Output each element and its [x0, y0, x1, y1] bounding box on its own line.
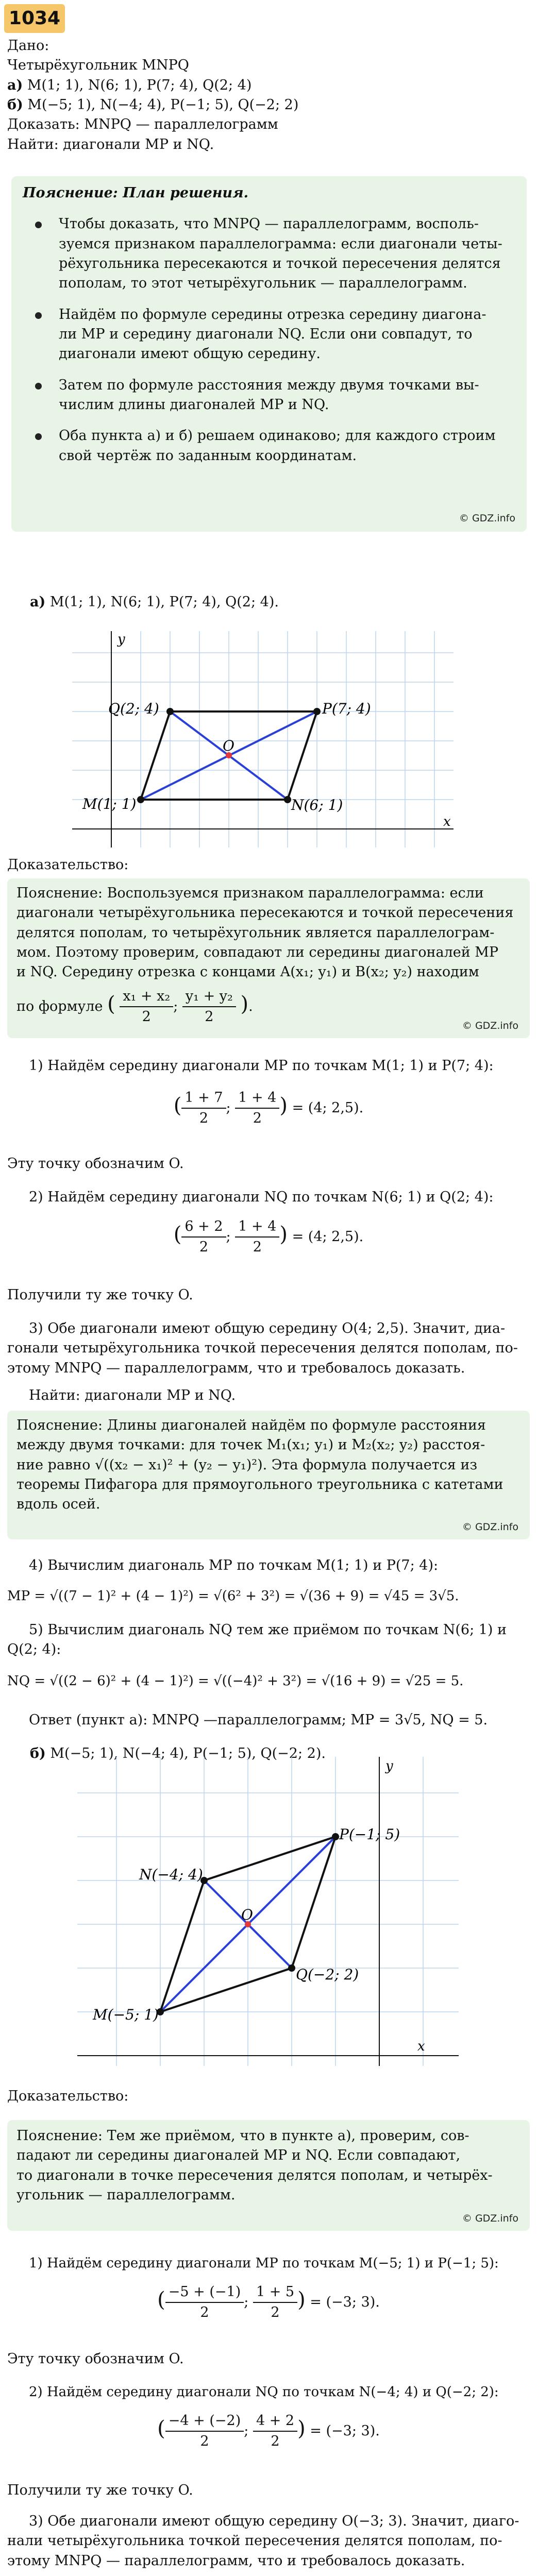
step-1-a-formula: ( $\frac{1 + 7}{2}$ ; $\frac{1 + 4}{2}$ ) = (4; 2,5). — [0, 1088, 537, 1129]
step-3-a: 3) Обе диагонали имеют общую середину O(4; 2,5). Значит, диа- гонали четырёхугольника точкой пересечения делятся пополам, по- этому MNPQ — параллелограмм, что и требовалось доказать. — [7, 1320, 518, 1376]
label-p-a: P(7; 4) — [322, 700, 371, 717]
point-m-a — [137, 796, 144, 803]
given-label: Дано: — [7, 38, 49, 54]
gdz-mark: © GDZ.info — [459, 513, 515, 524]
note-box-a-distance: Пояснение: Длины диагоналей найдём по формуле расстояния между двумя точками: для точек M₁(x₁; y₁) и M₂(x₂; y₂) расстоя- ние равно √((x₂ − x₁)² + (y₂ − y₁)²). Эта формула получается из теоремы Пифагора для прямоугольного треугольника с катетами вдоль осей. © GDZ.info — [7, 1411, 530, 1539]
plan-box — [11, 176, 527, 532]
plan-bullet-1: Чтобы доказать, что MNPQ — параллелограмм, восполь- зуемся признаком параллелограмма: если диагонали четы- рёхугольника пересекаются и точкой пересечения делятся пополам, то этот четырёхугольник — параллелограмм. — [23, 214, 515, 293]
step-1-b: 1) Найдём середину диагонали MP по точкам M(−5; 1) и P(−1; 5): — [29, 2256, 499, 2271]
given-case-b: б) M(−5; 1), N(−4; 4), P(−1; 5), Q(−2; 2) — [7, 96, 299, 113]
step-4-a: 4) Вычислим диагональ MP по точкам M(1; 1) и P(7; 4): — [29, 1557, 439, 1573]
graph-b-x-label: x — [417, 2039, 425, 2054]
step-3-b: 3) Обе диагонали имеют общую середину O(−3; 3). Значит, диаго- нали четырёхугольника точкой пересечения делятся пополам, по- этому MNPQ — параллелограмм, что и требовалось доказать. — [7, 2513, 519, 2569]
label-q-b: Q(−2; 2) — [296, 1966, 359, 1983]
point-p-b — [332, 1833, 339, 1840]
step-4-a-formula: MP = √((7 − 1)² + (4 − 1)²) = √(6² + 3²) = √(36 + 9) = √45 = 3√5. — [7, 1588, 459, 1604]
given-quadrilateral: Четырёхугольник MNPQ — [7, 57, 189, 74]
given-section — [7, 36, 537, 155]
same-point-a: Получили ту же точку O. — [7, 1287, 193, 1303]
step-2-a: 2) Найдём середину диагонали NQ по точкам N(6; 1) и Q(2; 4): — [29, 1189, 494, 1205]
label-m-b: M(−5; 1) — [93, 2006, 159, 2023]
step-2-b-formula: ( $\frac{-4 + (-2)}{2}$ ; $\frac{4 + 2}{2}$ ) = (−3; 3). — [0, 2411, 537, 2452]
part-b-heading: б) M(−5; 1), N(−4; 4), P(−1; 5), Q(−2; 2). — [30, 1745, 326, 1761]
graph-a-y-label: y — [118, 632, 125, 647]
prove-statement: Доказать: MNPQ — параллелограмм — [7, 116, 278, 133]
step-1-a: 1) Найдём середину диагонали MP по точкам M(1; 1) и P(7; 4): — [29, 1058, 494, 1074]
part-a-heading: а) M(1; 1), N(6; 1), P(7; 4), Q(2; 4). — [30, 594, 279, 610]
graph-part-b — [77, 1757, 459, 2066]
label-m-a: M(1; 1) — [82, 795, 137, 812]
denote-o-b: Эту точку обозначим O. — [7, 2351, 184, 2367]
note-a-line-1: Пояснение: Воспользуемся признаком параллелограмма: если — [16, 885, 484, 901]
point-n-a — [284, 796, 291, 803]
step-2-a-formula: ( $\frac{6 + 2}{2}$ ; $\frac{1 + 4}{2}$ ) = (4; 2,5). — [0, 1217, 537, 1258]
label-n-a: N(6; 1) — [291, 796, 343, 814]
label-q-a: Q(2; 4) — [108, 700, 159, 717]
graph-a-x-label: x — [443, 814, 451, 829]
step-5-a: 5) Вычислим диагональ NQ тем же приёмом по точкам N(6; 1) и Q(2; 4): — [7, 1622, 507, 1658]
point-q-a — [166, 708, 174, 715]
point-q-b — [288, 1964, 295, 1972]
plan-bullet-2: Найдём по формуле середины отрезка середину диагона- ли MP и середину диагонали NQ. Если они совпадут, то диагонали имеют общую середину. — [23, 305, 515, 364]
plan-title: Пояснение: План решения. — [23, 185, 249, 201]
answer-a: Ответ (пункт а): MNPQ —параллелограмм; MP = 3√5, NQ = 5. — [29, 1712, 488, 1728]
graph-b-y-label: y — [385, 1758, 393, 1774]
problem-number-badge: 1034 — [4, 4, 65, 33]
denote-o-a: Эту точку обозначим O. — [7, 1156, 184, 1172]
midpoint-formula: по формуле ( $\frac{\text{x₁ + x₂}}{2}$ ; $\frac{\text{y₁ + y₂}}{2}$ ). — [16, 987, 521, 1027]
label-o-b: O — [241, 1906, 253, 1923]
graph-part-a — [72, 631, 454, 848]
step-5-a-formula: NQ = √((2 − 6)² + (4 − 1)²) = √((−4)² + 3²) = √(16 + 9) = √25 = 5. — [7, 1673, 464, 1689]
label-p-b: P(−1; 5) — [339, 1826, 400, 1843]
label-o-a: O — [223, 737, 234, 754]
label-n-b: N(−4; 4) — [139, 1866, 203, 1883]
step-1-b-formula: ( $\frac{-5 + (-1)}{2}$ ; $\frac{1 + 5}{2}$ ) = (−3; 3). — [0, 2282, 537, 2323]
find-statement: Найти: диагонали MP и NQ. — [7, 136, 214, 152]
step-2-b: 2) Найдём середину диагонали NQ по точкам N(−4; 4) и Q(−2; 2): — [29, 2384, 499, 2400]
proof-label-a: Доказательство: — [7, 857, 129, 873]
same-point-b: Получили ту же точку O. — [7, 2482, 193, 2498]
point-p-a — [313, 708, 321, 715]
find-a: Найти: диагонали MP и NQ. — [29, 1387, 236, 1403]
note-box-b: Пояснение: Тем же приёмом, что в пункте а), проверим, сов- падают ли середины диагоналей MP и NQ. Если совпадают, то диагонали в точке пересечения делятся пополам, и четырёх- угольник — параллелограмм. © GDZ.info — [7, 2120, 530, 2231]
given-case-a: а) M(1; 1), N(6; 1), P(7; 4), Q(2; 4) — [7, 77, 252, 93]
plan-bullet-3: Затем по формуле расстояния между двумя точками вы- числим длины диагоналей MP и NQ. — [23, 376, 515, 415]
note-box-a-midpoint: Пояснение: Воспользуемся признаком параллелограмма: если диагонали четырёхугольника пересекаются и точкой пересечения делятся пополам, то четырёхугольник является параллелограм- мом. Поэтому проверим, совпадают ли середины диагоналей MP и NQ. Середину отрезка с концами A(x₁; y₁) и B(x₂; y₂) находим по формуле ( $\frac{\text{x₁ + x₂}}{2}$ ; $\frac{\text{y₁ + y₂}}{2}$ ). © GDZ.info — [7, 878, 530, 1038]
plan-bullet-4: Оба пункта а) и б) решаем одинаково; для каждого строим свой чертёж по заданным координатам. — [23, 426, 515, 466]
proof-label-b: Доказательство: — [7, 2088, 129, 2104]
